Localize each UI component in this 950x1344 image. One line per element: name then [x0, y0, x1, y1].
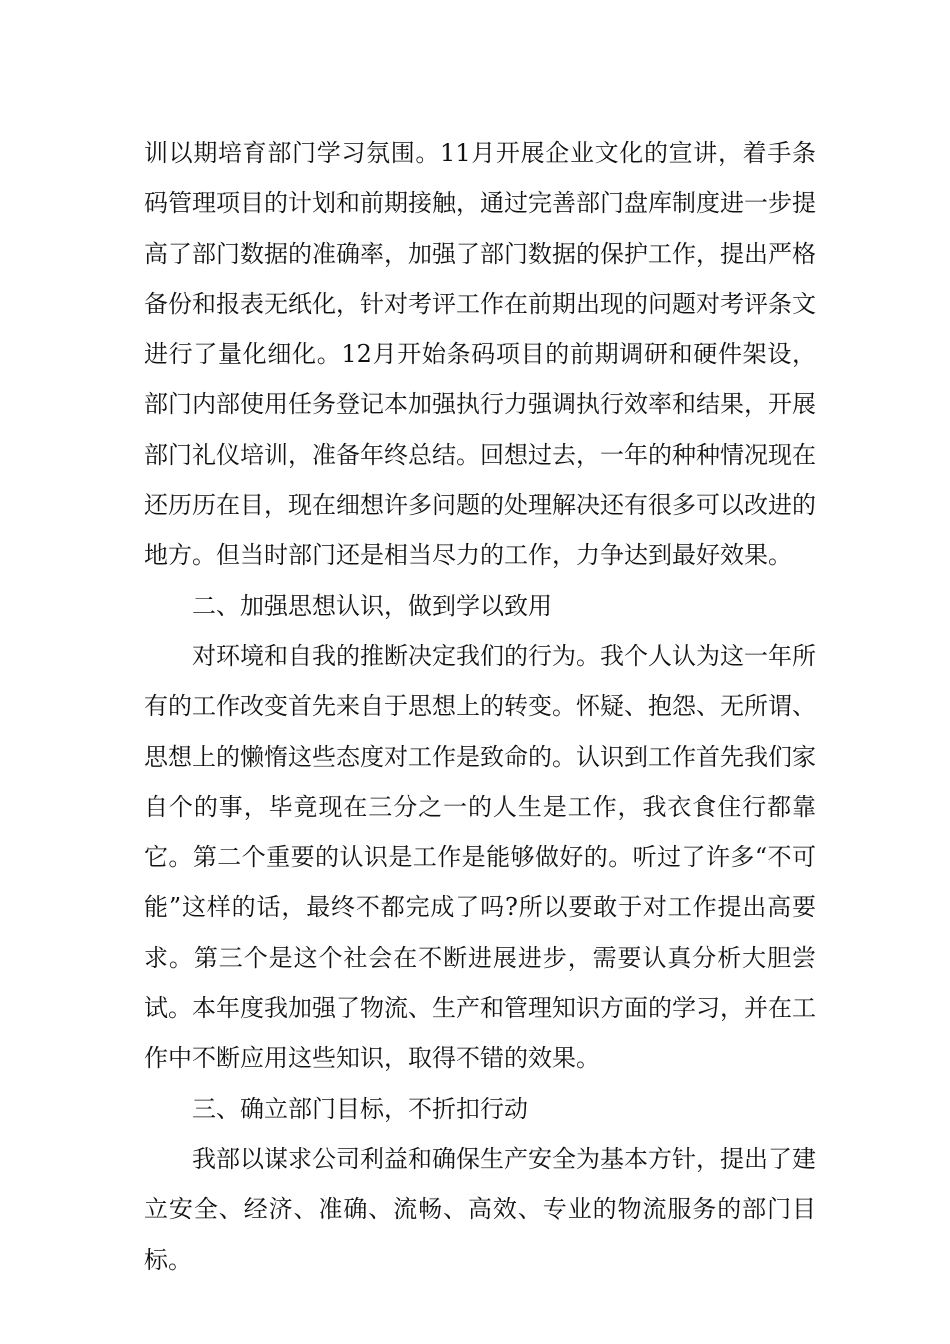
section-heading-3: 三、确立部门目标，不折扣行动 [192, 1094, 528, 1123]
paragraph-section-2: 对环境和自我的推断决定我们的行为。我个人认为这一年所有的工作改变首先来自于思想上的转变。怀疑、抱怨、无所谓、思想上的懒惰这些态度对工作是致命的。认识到工作首先我们家自个的事，毕竟现在三分之一的人生是工作，我衣食住行都靠它。第二个重要的认识是工作是能够做好的。听过了许多“不可能”这样的话，最终不都完成了吗?所以要敢于对工作提出高要求。第三个是这个社会在不断进展进步，需要认真分析大胆尝试。本年度我加强了物流、生产和管理知识方面的学习，并在工作中不断应用这些知识，取得不错的效果。 [144, 641, 816, 1073]
paragraph-continuation: 训以期培育部门学习氛围。11月开展企业文化的宣讲，着手条码管理项目的计划和前期接触，通过完善部门盘库制度进一步提高了部门数据的准确率，加强了部门数据的保护工作，提出严格备份和报表无纸化，针对考评工作在前期出现的问题对考评条文进行了量化细化。12月开始条码项目的前期调研和硬件架设，部门内部使用任务登记本加强执行力强调执行效率和结果，开展部门礼仪培训，准备年终总结。回想过去，一年的种种情况现在还历历在目，现在细想许多问题的处理解决还有很多可以改进的地方。但当时部门还是相当尽力的工作，力争达到最好效果。 [144, 139, 816, 570]
paragraph-section-3: 我部以谋求公司利益和确保生产安全为基本方针，提出了建立安全、经济、准确、流畅、高效、专业的物流服务的部门目标。 [144, 1144, 816, 1274]
section-heading-2: 二、加强思想认识，做到学以致用 [192, 591, 552, 620]
document-body [144, 128, 816, 1285]
